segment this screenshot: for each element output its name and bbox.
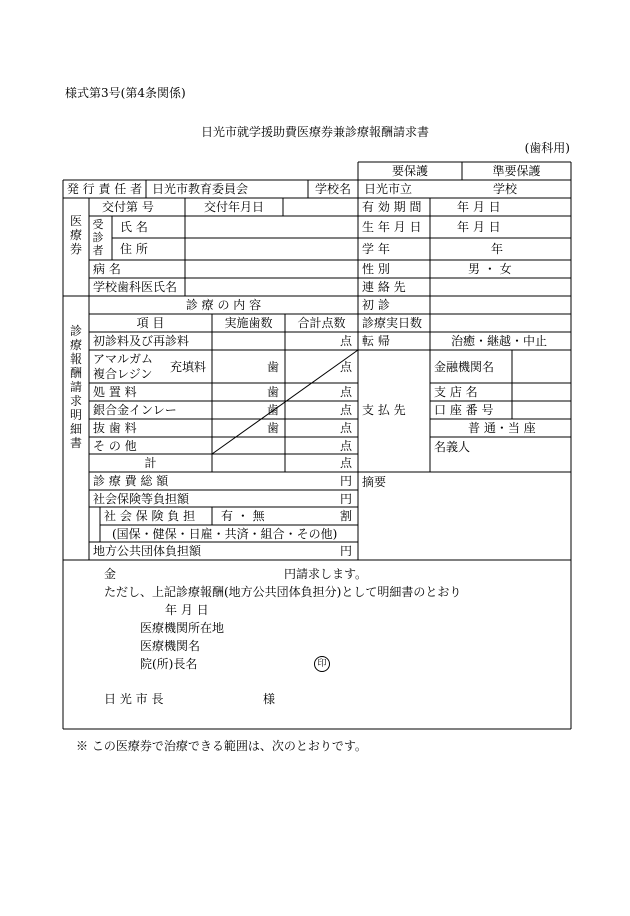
row-item-line2: 複合レジン — [93, 367, 153, 381]
mayor-label: 日 光 市 長 — [104, 692, 164, 706]
row-item: 初診料及び再診料 — [93, 334, 190, 348]
first-visit-label: 初 診 — [362, 298, 390, 312]
insurance-label: 社会保険等負担額 — [93, 492, 190, 506]
account-type: 普 通・当 座 — [468, 421, 536, 435]
school-suffix: 学校 — [493, 182, 518, 196]
form-subtitle: (歯科用) — [524, 141, 570, 155]
issuer-label: 発 行 責 任 者 — [66, 182, 143, 196]
school-name-label: 学校名 — [314, 182, 351, 196]
social-insurance-value: 有 ・ 無 — [221, 509, 265, 523]
issue-date-label: 交付年月日 — [203, 200, 264, 214]
row-teeth: 歯 — [266, 385, 279, 399]
issuer-value: 日光市教育委員会 — [152, 182, 249, 196]
total-fee-label: 診 療 費 総 額 — [93, 474, 169, 488]
account-number-label: 口 座 番 号 — [434, 403, 494, 417]
outcome-label: 転 帰 — [362, 334, 390, 348]
content-header: 診 療 の 内 容 — [185, 298, 262, 312]
row-item: 銀合金インレー — [93, 403, 177, 417]
row-item: アマルガム — [93, 352, 154, 366]
row-teeth: 歯 — [266, 360, 279, 374]
outcome-value: 治癒・継越・中止 — [451, 334, 548, 348]
form-title: 日光市就学援助費医療券兼診療報酬請求書 — [200, 125, 429, 139]
jun-yo-hogo-label: 準要保護 — [492, 164, 541, 178]
row-item: そ の 他 — [93, 439, 137, 453]
row-points: 点 — [339, 456, 352, 470]
validity-label: 有 効 期 間 — [362, 200, 422, 214]
address-label: 住 所 — [120, 242, 148, 256]
birthdate-value: 年 月 日 — [457, 220, 501, 234]
account-holder-label: 名義人 — [434, 440, 471, 454]
teeth-header: 実施歯数 — [224, 316, 273, 330]
yo-hogo-label: 要保護 — [391, 164, 428, 178]
row-item-sub: 充填料 — [170, 360, 207, 374]
row-item: 処 置 料 — [93, 385, 137, 399]
school-dentist-label: 学校歯科医氏名 — [93, 280, 178, 294]
claim-amount-prefix: 金 — [104, 567, 117, 581]
row-item: 抜 歯 料 — [93, 421, 137, 435]
points-header: 合計点数 — [297, 316, 346, 330]
row-item-total: 計 — [144, 456, 157, 470]
form-number: 様式第3号(第4条関係) — [65, 86, 186, 100]
claim-amount-suffix: 円請求します。 — [284, 567, 368, 581]
seal-mark: 印 — [314, 656, 330, 672]
row-teeth: 歯 — [266, 403, 279, 417]
ticket-section-label: 医療券 — [69, 214, 82, 256]
social-insurance-label: 社 会 保 険 負 担 — [104, 509, 196, 523]
item-header: 項 目 — [136, 316, 165, 330]
notes-label: 摘要 — [362, 475, 387, 489]
issue-number-label: 交付第 号 — [102, 200, 154, 214]
visit-days-label: 診療実日数 — [362, 316, 423, 330]
name-label: 氏 名 — [120, 220, 148, 234]
local-gov-label: 地方公共団体負担額 — [93, 544, 202, 558]
clinic-name-label: 医療機関名 — [140, 639, 201, 653]
claim-date: 年 月 日 — [165, 603, 209, 617]
sex-label: 性 別 — [362, 262, 390, 276]
row-points: 点 — [339, 334, 352, 348]
row-teeth: 歯 — [266, 421, 279, 435]
insurance-unit: 円 — [339, 492, 352, 506]
birthdate-label: 生 年 月 日 — [362, 220, 422, 234]
row-points: 点 — [339, 385, 352, 399]
row-points: 点 — [339, 360, 352, 374]
bank-name-label: 金融機関名 — [434, 360, 495, 374]
row-points: 点 — [339, 421, 352, 435]
clinic-address-label: 医療機関所在地 — [140, 621, 225, 635]
claim-proviso: ただし、上記診療報酬(地方公共団体負担分)として明細書のとおり — [104, 585, 462, 599]
grade-value: 年 — [491, 242, 504, 256]
mayor-honorific: 様 — [263, 692, 276, 706]
contact-label: 連 絡 先 — [362, 280, 406, 294]
social-insurance-unit: 割 — [339, 509, 352, 523]
director-name-label: 院(所)長名 — [140, 657, 198, 671]
insurance-types: (国保・健保・日雇・共済・組合・その他) — [112, 527, 338, 541]
payee-label: 支 払 先 — [362, 403, 406, 417]
statement-section-label: 診療報酬請求明細書 — [69, 324, 82, 450]
local-gov-unit: 円 — [339, 544, 352, 558]
sex-value: 男 ・ 女 — [468, 262, 512, 276]
row-points: 点 — [339, 403, 352, 417]
branch-name-label: 支 店 名 — [434, 385, 478, 399]
grade-label: 学 年 — [362, 242, 390, 256]
school-prefix: 日光市立 — [364, 182, 413, 196]
total-fee-unit: 円 — [339, 474, 352, 488]
row-points: 点 — [339, 439, 352, 453]
validity-value: 年 月 日 — [457, 200, 501, 214]
recipient-label: 受診者 — [92, 218, 104, 257]
footnote: ※ この医療券で治療できる範囲は、次のとおりです。 — [76, 739, 367, 753]
disease-label: 病 名 — [93, 262, 121, 276]
